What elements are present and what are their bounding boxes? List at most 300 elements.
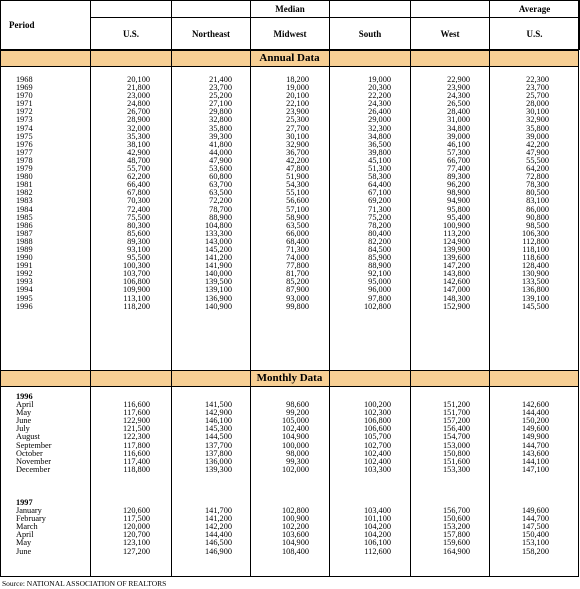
period-cell: 1990 (16, 253, 33, 263)
cell-south: 102,400 (364, 448, 391, 458)
period-cell: 1995 (16, 293, 33, 303)
col-northeast: Northeast (172, 18, 251, 50)
cell-midwest: 77,800 (286, 261, 309, 271)
cell-midwest: 30,100 (286, 131, 309, 141)
period-cell: 1980 (16, 172, 33, 182)
period-cell: January (16, 506, 42, 516)
cell-northeast: 146,500 (205, 538, 232, 548)
cell-us-average: 55,500 (526, 155, 549, 165)
cell-south: 71,300 (368, 204, 391, 214)
cell-northeast: 35,800 (209, 123, 232, 133)
cell-midwest: 19,000 (286, 83, 309, 93)
cell-northeast: 139,100 (205, 285, 232, 295)
average-header: Average (490, 1, 580, 18)
cell-us-median: 89,300 (127, 236, 150, 246)
cell-us-median: 55,700 (127, 164, 150, 174)
cell-south: 95,000 (368, 277, 391, 287)
cell-south: 78,200 (368, 220, 391, 230)
cell-us-median: 117,500 (123, 514, 150, 524)
cell-us-average: 144,100 (522, 456, 549, 466)
cell-northeast: 29,800 (209, 107, 232, 117)
cell-midwest: 102,200 (282, 522, 309, 532)
cell-midwest: 81,700 (286, 269, 309, 279)
cell-us-average: 78,300 (526, 180, 549, 190)
cell-south: 19,000 (368, 75, 391, 84)
table-row (0, 303, 579, 311)
cell-us-median: 103,700 (123, 269, 150, 279)
cell-south: 112,600 (364, 546, 391, 556)
cell-northeast: 25,200 (209, 91, 232, 101)
cell-west: 153,000 (443, 440, 470, 450)
cell-northeast: 145,300 (205, 424, 232, 434)
cell-south: 39,800 (368, 147, 391, 157)
col-us-average: U.S. (490, 18, 580, 50)
cell-us-average: 106,300 (522, 228, 549, 238)
table-header (0, 0, 580, 50)
cell-us-average: 25,700 (526, 91, 549, 101)
cell-south: 45,100 (368, 155, 391, 165)
cell-south: 84,500 (368, 244, 391, 254)
cell-us-median: 122,300 (123, 432, 150, 442)
cell-midwest: 102,400 (282, 424, 309, 434)
period-cell: 1983 (16, 196, 33, 206)
cell-midwest: 100,900 (282, 514, 309, 524)
cell-northeast: 141,500 (205, 400, 232, 410)
cell-us-median: 100,300 (123, 261, 150, 271)
year-1996: 1996 (16, 392, 33, 401)
period-cell: 1991 (16, 261, 33, 271)
cell-west: 77,400 (447, 164, 470, 174)
cell-midwest: 99,300 (286, 456, 309, 466)
period-cell: September (16, 440, 52, 450)
cell-south: 69,200 (368, 196, 391, 206)
cell-midwest: 108,400 (282, 546, 309, 556)
cell-south: 101,100 (364, 514, 391, 524)
cell-us-average: 30,100 (526, 107, 549, 117)
cell-midwest: 98,000 (286, 448, 309, 458)
cell-northeast: 32,800 (209, 115, 232, 125)
col-west: West (411, 18, 490, 50)
cell-midwest: 63,500 (286, 220, 309, 230)
cell-midwest: 57,100 (286, 204, 309, 214)
col-south: South (330, 18, 411, 50)
period-cell: 1973 (16, 115, 33, 125)
cell-northeast: 47,900 (209, 155, 232, 165)
cell-us-median: 26,700 (127, 107, 150, 117)
cell-south: 80,400 (368, 228, 391, 238)
cell-west: 94,900 (447, 196, 470, 206)
cell-northeast: 139,500 (205, 277, 232, 287)
period-cell: 1996 (16, 301, 33, 311)
period-cell: 1977 (16, 147, 33, 157)
period-cell: 1968 (16, 75, 33, 84)
cell-northeast: 78,700 (209, 204, 232, 214)
cell-us-median: 42,900 (127, 147, 150, 157)
period-cell: 1992 (16, 269, 33, 279)
period-cell: 1993 (16, 277, 33, 287)
cell-west: 151,700 (443, 408, 470, 418)
period-header: Period (1, 1, 91, 50)
period-cell: 1982 (16, 188, 33, 198)
cell-us-median: 118,200 (123, 301, 150, 311)
cell-south: 106,800 (364, 416, 391, 426)
cell-us-average: 142,600 (522, 400, 549, 410)
cell-midwest: 103,600 (282, 530, 309, 540)
cell-midwest: 74,000 (286, 253, 309, 263)
cell-northeast: 139,300 (205, 464, 232, 474)
cell-us-median: 75,500 (127, 212, 150, 222)
cell-us-median: 67,800 (127, 188, 150, 198)
period-cell: 1987 (16, 228, 33, 238)
cell-northeast: 143,000 (205, 236, 232, 246)
period-cell: 1994 (16, 285, 33, 295)
cell-us-median: 95,500 (127, 253, 150, 263)
cell-west: 153,200 (443, 522, 470, 532)
cell-west: 157,200 (443, 416, 470, 426)
cell-west: 150,800 (443, 448, 470, 458)
cell-midwest: 47,800 (286, 164, 309, 174)
cell-us-average: 158,200 (522, 546, 549, 556)
cell-us-median: 116,600 (123, 400, 150, 410)
cell-northeast: 72,200 (209, 196, 232, 206)
cell-us-average: 147,500 (522, 522, 549, 532)
cell-south: 36,500 (368, 139, 391, 149)
period-cell: May (16, 538, 32, 548)
cell-midwest: 102,000 (282, 464, 309, 474)
cell-west: 147,000 (443, 285, 470, 295)
cell-northeast: 140,900 (205, 301, 232, 311)
cell-south: 88,900 (368, 261, 391, 271)
period-cell: April (16, 530, 34, 540)
cell-west: 151,600 (443, 456, 470, 466)
cell-south: 100,200 (364, 400, 391, 410)
cell-west: 150,600 (443, 514, 470, 524)
col-us-median: U.S. (91, 18, 172, 50)
cell-west: 34,800 (447, 123, 470, 133)
cell-us-average: 98,500 (526, 220, 549, 230)
cell-us-median: 21,800 (127, 83, 150, 93)
cell-us-median: 24,800 (127, 99, 150, 109)
cell-us-average: 153,100 (522, 538, 549, 548)
cell-midwest: 85,200 (286, 277, 309, 287)
annual-data-band (0, 50, 579, 67)
cell-midwest: 105,000 (282, 416, 309, 426)
cell-us-median: 120,600 (123, 506, 150, 516)
cell-northeast: 141,900 (205, 261, 232, 271)
cell-us-median: 121,500 (123, 424, 150, 434)
cell-northeast: 136,000 (205, 456, 232, 466)
period-cell: 1971 (16, 99, 33, 109)
cell-west: 57,300 (447, 147, 470, 157)
cell-us-average: 90,800 (526, 212, 549, 222)
source-note: Source: NATIONAL ASSOCIATION OF REALTORS (2, 579, 167, 588)
cell-midwest: 23,900 (286, 107, 309, 117)
cell-west: 159,600 (443, 538, 470, 548)
cell-midwest: 18,200 (286, 75, 309, 84)
cell-northeast: 39,300 (209, 131, 232, 141)
cell-us-median: 113,100 (123, 293, 150, 303)
cell-south: 106,100 (364, 538, 391, 548)
cell-south: 92,100 (368, 269, 391, 279)
cell-west: 152,900 (443, 301, 470, 311)
cell-us-average: 39,000 (526, 131, 549, 141)
median-header: Median (91, 1, 490, 18)
cell-us-median: 127,200 (123, 546, 150, 556)
period-cell: 1979 (16, 164, 33, 174)
cell-us-average: 147,100 (522, 464, 549, 474)
period-cell: 1988 (16, 236, 33, 246)
cell-us-average: 23,700 (526, 83, 549, 93)
cell-us-median: 48,700 (127, 155, 150, 165)
cell-south: 22,200 (368, 91, 391, 101)
period-cell: 1969 (16, 83, 33, 93)
year-1997: 1997 (16, 498, 33, 507)
cell-south: 104,200 (364, 530, 391, 540)
cell-northeast: 137,800 (205, 448, 232, 458)
cell-south: 102,800 (364, 301, 391, 311)
cell-northeast: 144,400 (205, 530, 232, 540)
cell-northeast: 53,600 (209, 164, 232, 174)
cell-northeast: 133,300 (205, 228, 232, 238)
cell-midwest: 22,100 (286, 99, 309, 109)
cell-south: 75,200 (368, 212, 391, 222)
cell-west: 139,900 (443, 244, 470, 254)
cell-midwest: 102,800 (282, 506, 309, 516)
cell-us-average: 128,400 (522, 261, 549, 271)
cell-west: 46,100 (447, 139, 470, 149)
cell-northeast: 141,200 (205, 514, 232, 524)
cell-us-median: 109,900 (123, 285, 150, 295)
cell-northeast: 104,800 (205, 220, 232, 230)
cell-us-average: 150,400 (522, 530, 549, 540)
cell-south: 32,300 (368, 123, 391, 133)
cell-us-median: 70,300 (127, 196, 150, 206)
cell-west: 24,300 (447, 91, 470, 101)
cell-south: 97,800 (368, 293, 391, 303)
cell-west: 66,700 (447, 155, 470, 165)
cell-us-median: 117,600 (123, 408, 150, 418)
period-cell: 1978 (16, 155, 33, 165)
cell-us-average: 144,700 (522, 514, 549, 524)
cell-south: 102,700 (364, 440, 391, 450)
cell-midwest: 58,900 (286, 212, 309, 222)
period-cell: April (16, 400, 34, 410)
cell-west: 100,900 (443, 220, 470, 230)
cell-us-median: 62,200 (127, 172, 150, 182)
cell-northeast: 142,200 (205, 522, 232, 532)
cell-us-average: 112,800 (522, 236, 549, 246)
period-cell: 1975 (16, 131, 33, 141)
cell-midwest: 93,000 (286, 293, 309, 303)
period-cell: December (16, 464, 51, 474)
period-cell: 1981 (16, 180, 33, 190)
cell-midwest: 20,100 (286, 91, 309, 101)
cell-us-average: 83,100 (526, 196, 549, 206)
cell-midwest: 99,200 (286, 408, 309, 418)
cell-us-average: 150,200 (522, 416, 549, 426)
cell-us-average: 145,500 (522, 301, 549, 311)
cell-us-median: 20,100 (127, 75, 150, 84)
cell-midwest: 25,300 (286, 115, 309, 125)
cell-west: 153,300 (443, 464, 470, 474)
cell-south: 96,000 (368, 285, 391, 295)
cell-west: 113,200 (443, 228, 470, 238)
cell-west: 143,800 (443, 269, 470, 279)
cell-west: 147,200 (443, 261, 470, 271)
cell-us-median: 122,900 (123, 416, 150, 426)
cell-midwest: 87,900 (286, 285, 309, 295)
monthly-1996-block (0, 393, 579, 474)
cell-us-average: 28,000 (526, 99, 549, 109)
cell-west: 39,000 (447, 131, 470, 141)
cell-west: 124,900 (443, 236, 470, 246)
period-cell: 1989 (16, 244, 33, 254)
period-cell: 1970 (16, 91, 33, 101)
cell-northeast: 63,700 (209, 180, 232, 190)
cell-midwest: 54,300 (286, 180, 309, 190)
period-cell: 1972 (16, 107, 33, 117)
cell-west: 23,900 (447, 83, 470, 93)
period-cell: June (16, 416, 32, 426)
cell-us-median: 106,800 (123, 277, 150, 287)
table-row (0, 466, 579, 474)
period-cell: June (16, 546, 32, 556)
cell-west: 157,800 (443, 530, 470, 540)
cell-midwest: 100,000 (282, 440, 309, 450)
cell-midwest: 104,900 (282, 538, 309, 548)
cell-midwest: 36,700 (286, 147, 309, 157)
cell-west: 148,300 (443, 293, 470, 303)
cell-northeast: 141,700 (205, 506, 232, 516)
cell-us-median: 23,000 (127, 91, 150, 101)
cell-us-average: 133,500 (522, 277, 549, 287)
cell-us-median: 120,000 (123, 522, 150, 532)
cell-us-median: 117,800 (123, 440, 150, 450)
cell-south: 85,900 (368, 253, 391, 263)
cell-west: 95,400 (447, 212, 470, 222)
table-bottom-border (0, 576, 579, 577)
cell-west: 164,900 (443, 546, 470, 556)
period-cell: October (16, 448, 43, 458)
cell-west: 95,800 (447, 204, 470, 214)
period-cell: August (16, 432, 40, 442)
cell-northeast: 21,400 (209, 75, 232, 84)
cell-south: 82,200 (368, 236, 391, 246)
cell-west: 154,700 (443, 432, 470, 442)
monthly-1997-block (0, 499, 579, 556)
cell-midwest: 66,000 (286, 228, 309, 238)
cell-midwest: 98,600 (286, 400, 309, 410)
cell-midwest: 71,300 (286, 244, 309, 254)
period-cell: 1986 (16, 220, 33, 230)
cell-us-average: 136,800 (522, 285, 549, 295)
cell-us-median: 38,100 (127, 139, 150, 149)
cell-us-average: 139,100 (522, 293, 549, 303)
cell-us-average: 32,900 (526, 115, 549, 125)
cell-northeast: 41,800 (209, 139, 232, 149)
period-cell: 1976 (16, 139, 33, 149)
cell-us-median: 28,900 (127, 115, 150, 125)
cell-northeast: 88,900 (209, 212, 232, 222)
cell-us-median: 72,400 (127, 204, 150, 214)
cell-us-average: 144,700 (522, 440, 549, 450)
cell-us-average: 86,000 (526, 204, 549, 214)
cell-northeast: 23,700 (209, 83, 232, 93)
cell-south: 51,300 (368, 164, 391, 174)
period-cell: November (16, 456, 52, 466)
cell-west: 98,900 (447, 188, 470, 198)
cell-west: 22,900 (447, 75, 470, 84)
cell-midwest: 104,900 (282, 432, 309, 442)
annual-data-title: Annual Data (259, 52, 320, 64)
period-cell: 1974 (16, 123, 33, 133)
cell-us-average: 42,200 (526, 139, 549, 149)
cell-west: 156,400 (443, 424, 470, 434)
annual-rows (0, 76, 579, 311)
cell-south: 26,400 (368, 107, 391, 117)
cell-us-average: 35,800 (526, 123, 549, 133)
cell-midwest: 99,800 (286, 301, 309, 311)
cell-northeast: 144,500 (205, 432, 232, 442)
cell-west: 151,200 (443, 400, 470, 410)
cell-us-average: 72,800 (526, 172, 549, 182)
period-cell: 1985 (16, 212, 33, 222)
cell-south: 64,400 (368, 180, 391, 190)
cell-south: 103,300 (364, 464, 391, 474)
cell-south: 58,300 (368, 172, 391, 182)
cell-south: 103,400 (364, 506, 391, 516)
cell-northeast: 146,100 (205, 416, 232, 426)
cell-south: 105,700 (364, 432, 391, 442)
cell-midwest: 56,600 (286, 196, 309, 206)
cell-us-median: 118,800 (123, 464, 150, 474)
cell-west: 26,500 (447, 99, 470, 109)
period-cell: March (16, 522, 38, 532)
cell-south: 67,100 (368, 188, 391, 198)
cell-south: 104,200 (364, 522, 391, 532)
cell-northeast: 27,100 (209, 99, 232, 109)
cell-us-average: 149,600 (522, 424, 549, 434)
cell-west: 139,600 (443, 253, 470, 263)
cell-south: 24,300 (368, 99, 391, 109)
cell-west: 142,600 (443, 277, 470, 287)
cell-south: 102,300 (364, 408, 391, 418)
cell-northeast: 44,000 (209, 147, 232, 157)
cell-west: 156,700 (443, 506, 470, 516)
cell-us-median: 93,100 (127, 244, 150, 254)
cell-us-median: 123,100 (123, 538, 150, 548)
cell-west: 89,300 (447, 172, 470, 182)
period-cell: February (16, 514, 46, 524)
cell-midwest: 55,100 (286, 188, 309, 198)
cell-us-median: 80,300 (127, 220, 150, 230)
cell-us-average: 64,200 (526, 164, 549, 174)
cell-us-average: 118,100 (522, 244, 549, 254)
period-cell: 1984 (16, 204, 33, 214)
cell-south: 106,600 (364, 424, 391, 434)
cell-us-median: 117,400 (123, 456, 150, 466)
monthly-data-band (0, 370, 579, 387)
cell-northeast: 137,700 (205, 440, 232, 450)
cell-midwest: 51,900 (286, 172, 309, 182)
cell-us-average: 118,600 (522, 253, 549, 263)
cell-us-average: 130,900 (522, 269, 549, 279)
cell-northeast: 142,900 (205, 408, 232, 418)
period-cell: July (16, 424, 30, 434)
period-cell: May (16, 408, 32, 418)
cell-northeast: 141,200 (205, 253, 232, 263)
cell-us-average: 143,600 (522, 448, 549, 458)
